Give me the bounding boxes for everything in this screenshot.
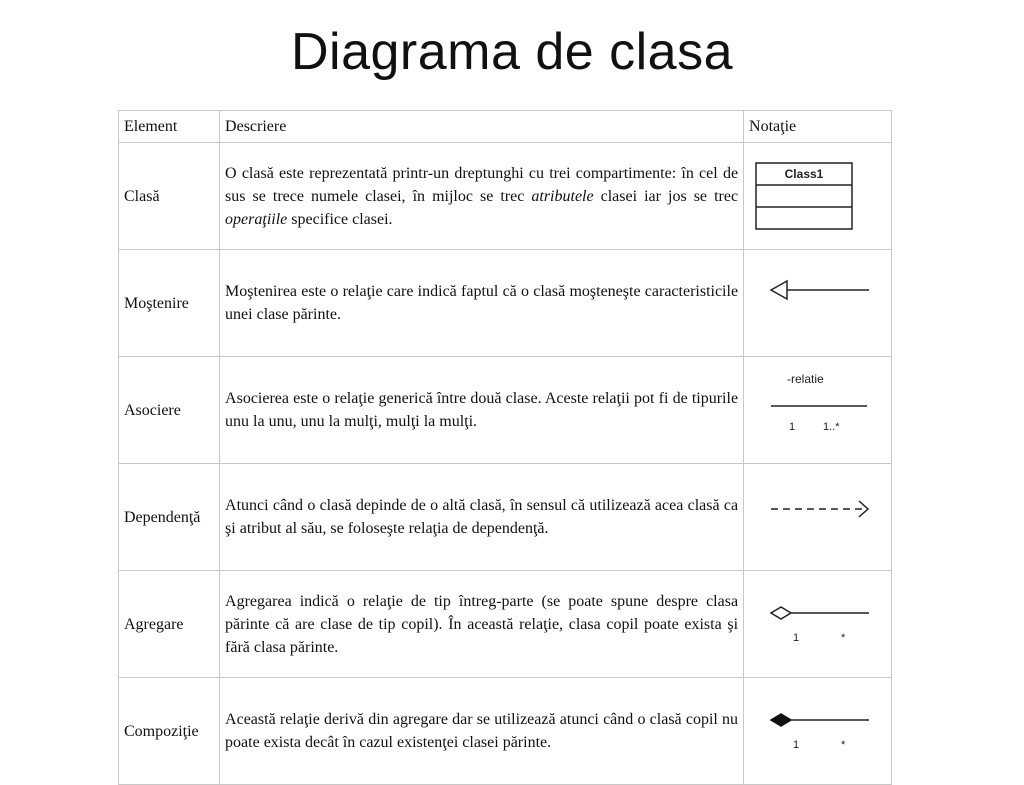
element-description: Atunci când o clasă depinde de o altă clasă, în sensul că utilizează acea clasă ca şi atribut al său, se foloseşte relaţia de dependenţă. [220,464,744,571]
class-notation [744,143,892,250]
multiplicity-right: 1..* [823,421,840,433]
description-text: clasei iar jos se trec [593,187,739,205]
uml-elements-table [118,110,892,785]
multiplicity-right: * [841,739,846,751]
element-description [220,143,744,250]
aggregation-diamond-icon [749,571,891,670]
composition-diamond-icon [749,678,891,777]
table-row [119,143,892,250]
composition-notation [744,678,892,785]
element-name: Moştenire [119,250,220,357]
header-element: Element [119,111,220,143]
role-label: -relatie [787,372,824,386]
table-header-row [119,111,892,143]
multiplicity-left: 1 [789,421,796,433]
element-name: Dependenţă [119,464,220,571]
description-emphasis: operaţiile [225,210,288,228]
multiplicity-left: 1 [793,739,800,751]
element-description: Agregarea indică o relaţie de tip întreg-parte (se poate spune despre clasa părinte că are clase de tip copil). În această relaţie, clasa copil poate exista şi fără clasa părinte. [220,571,744,678]
inheritance-arrow-icon [749,250,891,349]
element-name: Clasă [119,143,220,250]
table-row [119,571,892,678]
element-name: Agregare [119,571,220,678]
element-name: Asociere [119,357,220,464]
element-name: Compoziţie [119,678,220,785]
inheritance-notation [744,250,892,357]
header-description: Descriere [220,111,744,143]
association-notation [744,357,892,464]
table-row [119,464,892,571]
association-line-icon [749,357,891,456]
description-text: specifice clasei. [287,210,393,228]
class-name-label: Class1 [784,167,824,181]
table-row [119,250,892,357]
dependency-arrow-icon [749,464,891,563]
table-row [119,678,892,785]
header-notation: Notaţie [744,111,892,143]
slide-title: Diagrama de clasa [290,23,734,81]
element-description: Asocierea este o relaţie generică între două clase. Aceste relaţii pot fi de tipurile unu la unu, unu la mulţi, mulţi la mulţi. [220,357,744,464]
description-emphasis: atributele [531,187,594,205]
element-description: Această relaţie derivă din agregare dar se utilizează atunci când o clasă copil nu poate exista decât în cazul existenţei clasei părinte. [220,678,744,785]
description-text: O clasă este reprezentată printr-un dreptunghi cu trei compartimente: în cel de sus se trece numele clasei, în mijloc se trec [225,164,739,205]
table-row [119,357,892,464]
dependency-notation [744,464,892,571]
element-description: Moştenirea este o relaţie care indică faptul că o clasă moşteneşte caracteristicile unei clase părinte. [220,250,744,357]
multiplicity-right: * [841,632,846,644]
multiplicity-left: 1 [793,632,800,644]
class-box-icon [749,143,891,242]
aggregation-notation [744,571,892,678]
